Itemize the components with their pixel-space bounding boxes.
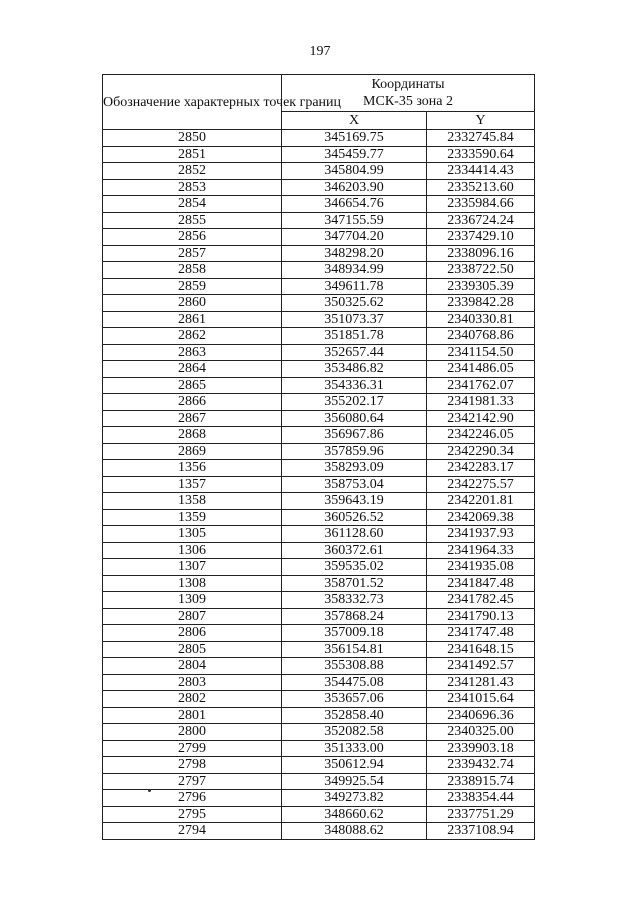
cell-point: 2803 (103, 674, 282, 691)
cell-y: 2341281.43 (427, 674, 535, 691)
cell-y: 2338354.44 (427, 790, 535, 807)
cell-y: 2341486.05 (427, 361, 535, 378)
cell-y: 2341790.13 (427, 608, 535, 625)
table-header-row (103, 75, 535, 112)
cell-x: 349273.82 (282, 790, 427, 807)
cell-x: 356967.86 (282, 427, 427, 444)
cell-y: 2341154.50 (427, 344, 535, 361)
table-row (103, 707, 535, 724)
cell-y: 2341937.93 (427, 526, 535, 543)
table-row (103, 641, 535, 658)
cell-x: 354336.31 (282, 377, 427, 394)
table-row (103, 493, 535, 510)
cell-y: 2341762.07 (427, 377, 535, 394)
table-row (103, 328, 535, 345)
header-point-designation: Обозначение характерных точек границ (103, 75, 282, 130)
cell-x: 352858.40 (282, 707, 427, 724)
table-row (103, 625, 535, 642)
cell-x: 349611.78 (282, 278, 427, 295)
table-row (103, 790, 535, 807)
table-row (103, 559, 535, 576)
cell-point: 2862 (103, 328, 282, 345)
cell-point: 1357 (103, 476, 282, 493)
table-row (103, 757, 535, 774)
table-row (103, 526, 535, 543)
cell-point: 2864 (103, 361, 282, 378)
cell-x: 351333.00 (282, 740, 427, 757)
cell-x: 358293.09 (282, 460, 427, 477)
cell-x: 360526.52 (282, 509, 427, 526)
cell-x: 349925.54 (282, 773, 427, 790)
cell-point: 2796 (103, 790, 282, 807)
cell-y: 2338722.50 (427, 262, 535, 279)
cell-y: 2335213.60 (427, 179, 535, 196)
table-row (103, 740, 535, 757)
cell-point: 1305 (103, 526, 282, 543)
table-row (103, 427, 535, 444)
cell-x: 347704.20 (282, 229, 427, 246)
table-row (103, 806, 535, 823)
cell-y: 2341981.33 (427, 394, 535, 411)
cell-y: 2335984.66 (427, 196, 535, 213)
cell-y: 2341782.45 (427, 592, 535, 609)
cell-point: 2805 (103, 641, 282, 658)
page-number: 197 (309, 44, 331, 59)
cell-x: 346203.90 (282, 179, 427, 196)
cell-x: 353486.82 (282, 361, 427, 378)
table-row (103, 245, 535, 262)
cell-point: 2855 (103, 212, 282, 229)
cell-point: 2853 (103, 179, 282, 196)
cell-y: 2340696.36 (427, 707, 535, 724)
table-row (103, 823, 535, 840)
table-row (103, 179, 535, 196)
table-row (103, 773, 535, 790)
cell-y: 2332745.84 (427, 130, 535, 147)
table-row (103, 262, 535, 279)
cell-y: 2339842.28 (427, 295, 535, 312)
cell-y: 2341648.15 (427, 641, 535, 658)
table-row (103, 130, 535, 147)
cell-point: 2852 (103, 163, 282, 180)
cell-x: 345459.77 (282, 146, 427, 163)
table-row (103, 592, 535, 609)
table-row (103, 212, 535, 229)
table-row (103, 278, 535, 295)
table-row (103, 691, 535, 708)
cell-x: 355308.88 (282, 658, 427, 675)
cell-x: 358332.73 (282, 592, 427, 609)
cell-x: 356154.81 (282, 641, 427, 658)
cell-y: 2342069.38 (427, 509, 535, 526)
cell-point: 2795 (103, 806, 282, 823)
cell-x: 352657.44 (282, 344, 427, 361)
cell-x: 346654.76 (282, 196, 427, 213)
cell-x: 348660.62 (282, 806, 427, 823)
coordinates-table-body (103, 75, 535, 840)
cell-x: 352082.58 (282, 724, 427, 741)
stray-dot-mark (148, 789, 151, 792)
cell-point: 2869 (103, 443, 282, 460)
cell-y: 2339305.39 (427, 278, 535, 295)
cell-point: 2851 (103, 146, 282, 163)
cell-y: 2341964.33 (427, 542, 535, 559)
cell-y: 2342201.81 (427, 493, 535, 510)
cell-x: 350325.62 (282, 295, 427, 312)
cell-x: 359535.02 (282, 559, 427, 576)
cell-x: 353657.06 (282, 691, 427, 708)
cell-y: 2337751.29 (427, 806, 535, 823)
cell-x: 359643.19 (282, 493, 427, 510)
cell-point: 2804 (103, 658, 282, 675)
cell-point: 2863 (103, 344, 282, 361)
cell-y: 2341935.08 (427, 559, 535, 576)
cell-point: 2865 (103, 377, 282, 394)
cell-x: 357859.96 (282, 443, 427, 460)
cell-x: 348088.62 (282, 823, 427, 840)
cell-y: 2337108.94 (427, 823, 535, 840)
table-row (103, 311, 535, 328)
cell-point: 2794 (103, 823, 282, 840)
cell-x: 348934.99 (282, 262, 427, 279)
cell-point: 2861 (103, 311, 282, 328)
cell-point: 2854 (103, 196, 282, 213)
cell-y: 2342275.57 (427, 476, 535, 493)
cell-point: 1359 (103, 509, 282, 526)
table-row (103, 295, 535, 312)
cell-y: 2339903.18 (427, 740, 535, 757)
cell-point: 1309 (103, 592, 282, 609)
cell-x: 361128.60 (282, 526, 427, 543)
cell-x: 355202.17 (282, 394, 427, 411)
cell-y: 2338096.16 (427, 245, 535, 262)
cell-point: 2859 (103, 278, 282, 295)
table-row (103, 476, 535, 493)
cell-x: 345804.99 (282, 163, 427, 180)
cell-point: 2799 (103, 740, 282, 757)
cell-point: 2857 (103, 245, 282, 262)
cell-point: 1306 (103, 542, 282, 559)
header-coordinate-system: МСК-35 зона 2 (363, 94, 453, 109)
cell-y: 2342283.17 (427, 460, 535, 477)
cell-point: 2807 (103, 608, 282, 625)
cell-y: 2340330.81 (427, 311, 535, 328)
cell-point: 2806 (103, 625, 282, 642)
cell-point: 2798 (103, 757, 282, 774)
cell-x: 348298.20 (282, 245, 427, 262)
table-row (103, 674, 535, 691)
cell-y: 2341492.57 (427, 658, 535, 675)
cell-x: 357009.18 (282, 625, 427, 642)
cell-y: 2334414.43 (427, 163, 535, 180)
cell-x: 347155.59 (282, 212, 427, 229)
cell-y: 2342246.05 (427, 427, 535, 444)
table-row (103, 542, 535, 559)
coordinates-table (102, 74, 535, 840)
table-row (103, 377, 535, 394)
cell-point: 2860 (103, 295, 282, 312)
cell-x: 360372.61 (282, 542, 427, 559)
cell-y: 2337429.10 (427, 229, 535, 246)
cell-x: 350612.94 (282, 757, 427, 774)
cell-x: 356080.64 (282, 410, 427, 427)
cell-x: 358753.04 (282, 476, 427, 493)
table-row (103, 196, 535, 213)
table-row (103, 575, 535, 592)
cell-y: 2341847.48 (427, 575, 535, 592)
cell-x: 351073.37 (282, 311, 427, 328)
table-row (103, 608, 535, 625)
cell-x: 345169.75 (282, 130, 427, 147)
table-row (103, 509, 535, 526)
cell-point: 2866 (103, 394, 282, 411)
cell-point: 1308 (103, 575, 282, 592)
cell-y: 2342290.34 (427, 443, 535, 460)
table-row (103, 460, 535, 477)
cell-point: 2801 (103, 707, 282, 724)
cell-point: 2797 (103, 773, 282, 790)
cell-y: 2341015.64 (427, 691, 535, 708)
table-row (103, 724, 535, 741)
cell-point: 2856 (103, 229, 282, 246)
cell-y: 2342142.90 (427, 410, 535, 427)
cell-point: 1307 (103, 559, 282, 576)
table-row (103, 410, 535, 427)
table-row (103, 344, 535, 361)
cell-y: 2339432.74 (427, 757, 535, 774)
header-y: Y (427, 112, 535, 130)
cell-point: 1358 (103, 493, 282, 510)
cell-point: 2802 (103, 691, 282, 708)
header-x: X (282, 112, 427, 130)
cell-point: 2868 (103, 427, 282, 444)
table-row (103, 443, 535, 460)
cell-y: 2336724.24 (427, 212, 535, 229)
cell-y: 2340325.00 (427, 724, 535, 741)
cell-point: 2850 (103, 130, 282, 147)
table-row (103, 229, 535, 246)
table-row (103, 394, 535, 411)
cell-x: 354475.08 (282, 674, 427, 691)
cell-y: 2333590.64 (427, 146, 535, 163)
cell-point: 2800 (103, 724, 282, 741)
cell-x: 357868.24 (282, 608, 427, 625)
cell-x: 358701.52 (282, 575, 427, 592)
table-row (103, 146, 535, 163)
cell-y: 2341747.48 (427, 625, 535, 642)
table-row (103, 163, 535, 180)
table-row (103, 361, 535, 378)
cell-y: 2340768.86 (427, 328, 535, 345)
cell-point: 1356 (103, 460, 282, 477)
cell-point: 2858 (103, 262, 282, 279)
cell-x: 351851.78 (282, 328, 427, 345)
cell-y: 2338915.74 (427, 773, 535, 790)
header-coordinates-title: Координаты (371, 77, 445, 92)
table-row (103, 658, 535, 675)
cell-point: 2867 (103, 410, 282, 427)
